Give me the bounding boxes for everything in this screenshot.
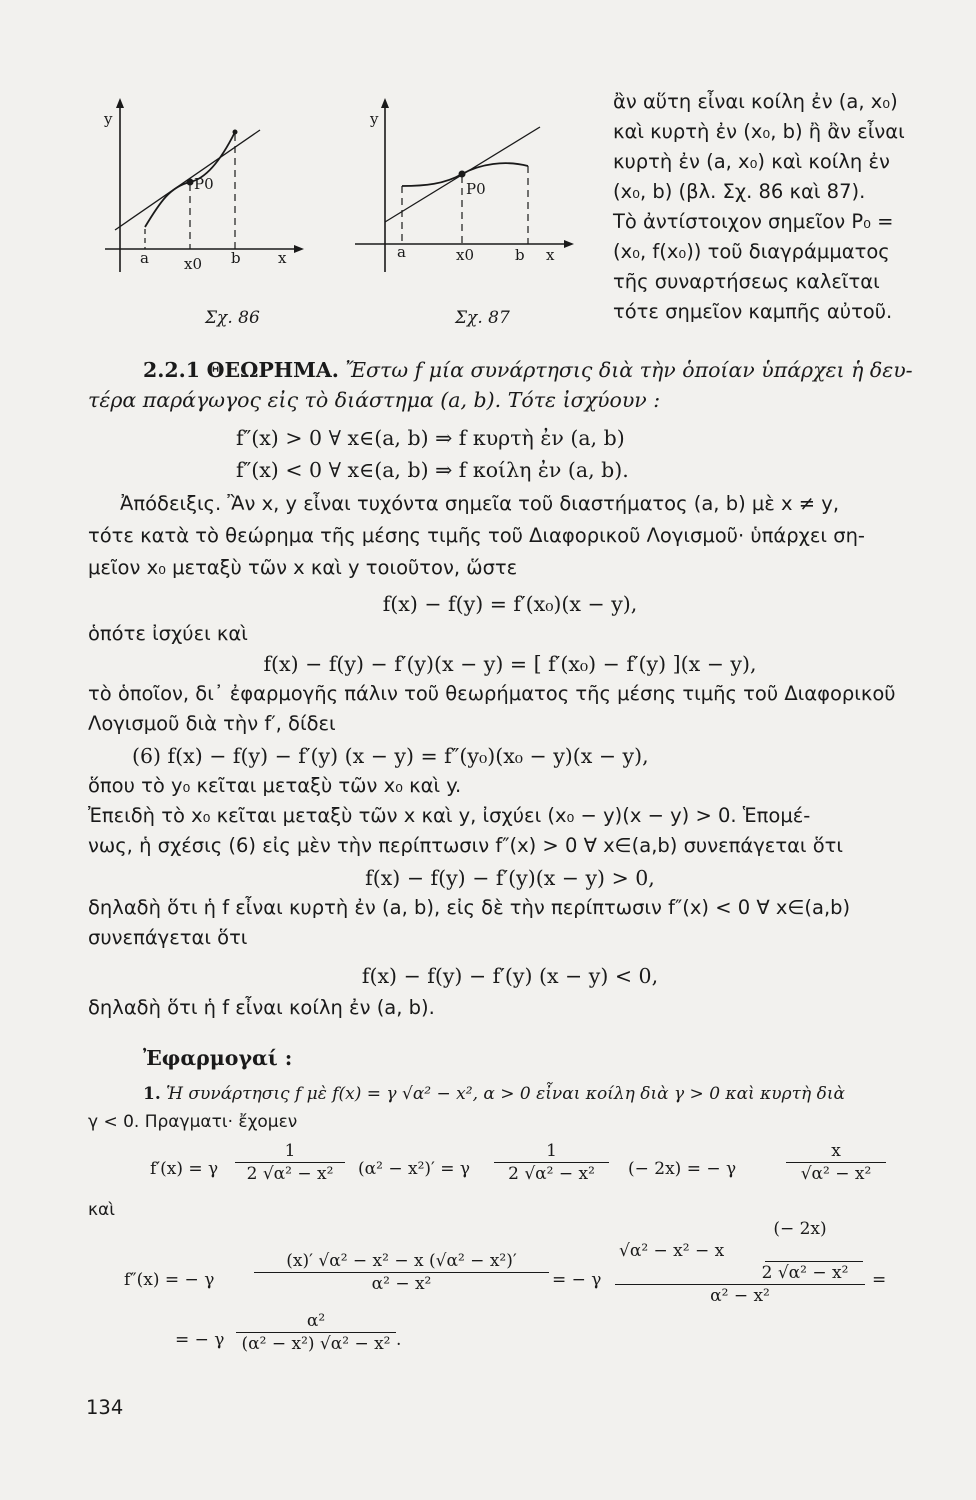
proof-equation: f(x) − f(y) = f′(x₀)(x − y), [382,592,638,616]
proof-line: δηλαδὴ ὅτι ἡ f εἶναι κυρτὴ ἐν (a, b), εἰς δὲ τὴν περίπτωσιν f″(x) < 0 ∀ x∈(a,b) [88,896,851,919]
x-label-86: x [278,249,287,267]
figure-86-caption: Σχ. 86 [205,308,260,328]
x-label-87: x [546,246,555,264]
a-label-86: a [140,249,149,267]
eq1-fraction-3-numerator: x [786,1140,886,1163]
x-arrow-86 [294,245,304,253]
eq3-end: . [396,1330,402,1350]
eq1-middle-2: (− 2x) = − γ [628,1159,737,1179]
eq2-lhs: f″(x) = − γ [124,1270,215,1290]
intro-line: Τὸ ἀντίστοιχον σημεῖον P₀ = [613,210,894,233]
x0-label-86: x0 [184,255,203,273]
eq2-inner-bar [765,1261,863,1262]
applications-heading: Ἐφαρμογαί : [143,1046,293,1070]
eq2-fraction-1-numerator: (x)′ √α² − x² − x (√α² − x²)′ [254,1250,549,1273]
theorem-title: ΘΕΩΡΗΜΑ. [206,358,339,382]
eq2-fraction-1-denominator: α² − x² [371,1274,432,1294]
theorem-number: 2.2.1 [143,358,201,382]
eq2-end: = [872,1270,887,1290]
eq1-fraction-2-denominator: 2 √α² − x² [508,1164,595,1184]
eq1-fraction-2 [494,1140,609,1185]
proof-line: ὅπου τὸ y₀ κεῖται μεταξὺ τῶν x₀ καὶ y. [88,774,462,797]
figure-87-caption: Σχ. 87 [455,308,510,328]
eq2-fraction-2-denominator: α² − x² [710,1286,770,1306]
intro-line: καὶ κυρτὴ ἐν (x₀, b) ἢ ἂν εἶναι [613,120,905,143]
proof-line: Ἐπειδὴ τὸ x₀ κεῖται μεταξὺ τῶν x καὶ y, ἰσχύει (x₀ − y)(x − y) > 0. Ἑπομέ- [88,804,811,827]
eq2-inner-den: 2 √α² − x² [615,1262,865,1285]
eq2-fraction-2 [615,1218,865,1307]
eq1-middle-1: (α² − x²)′ = γ [358,1159,471,1179]
eq1-fraction-1-numerator: 1 [235,1140,345,1163]
intro-line: (x₀, f(x₀)) τοῦ διαγράμματος [613,240,890,263]
p0-label-87: P0 [466,180,486,198]
eq1-fraction-3-denominator: √α² − x² [800,1164,872,1184]
eq2-inner-main-text: √α² − x² − x [619,1241,725,1261]
eq3-fraction-numerator: α² [236,1310,396,1333]
intro-line: κυρτὴ ἐν (a, x₀) καὶ κοίλη ἐν [613,150,890,173]
proof-line: συνεπάγεται ὅτι [88,926,248,949]
proof-line: νως, ἡ σχέσις (6) εἰς μὲν τὴν περίπτωσιν f″(x) > 0 ∀ x∈(a,b) συνεπάγεται ὅτι [88,834,843,857]
theorem-statement-2: τέρα παράγωγος εἰς τὸ διάστημα (a, b). Τότε ἰσχύουν : [88,388,661,412]
proof-line: τὸ ὁποῖον, δι᾽ ἐφαρμογῆς πάλιν τοῦ θεωρήματος τῆς μέσης τιμῆς τοῦ Διαφορικοῦ [88,682,896,705]
eq1-fraction-1 [235,1140,345,1185]
y-arrow-86 [116,98,124,108]
eq3-lhs: = − γ [175,1330,225,1350]
application-1-line-2: γ < 0. Πραγματι· ἔχομεν [88,1112,298,1132]
proof-line: Ἀπόδειξις. Ἂν x, y εἶναι τυχόντα σημεῖα τοῦ διαστήματος (a, b) μὲ x ≠ y, [120,492,840,515]
proof-equation: f(x) − f(y) − f′(y)(x − y) = [ f′(x₀) − f′(y) ](x − y), [263,652,757,676]
y-label-87: y [370,110,379,128]
kai-word: καὶ [88,1200,115,1220]
proof-line: τότε κατὰ τὸ θεώρημα τῆς μέσης τιμῆς τοῦ Διαφορικοῦ Λογισμοῦ· ὑπάρχει ση- [88,524,865,547]
b-label-86: b [231,249,241,267]
intro-line: τότε σημεῖον καμπῆς αὐτοῦ. [613,300,893,323]
intro-line: τῆς συναρτήσεως καλεῖται [613,270,880,293]
theorem-heading [143,356,943,384]
eq3-fraction-denominator: (α² − x²) √α² − x² [241,1334,391,1354]
eq3-fraction [236,1310,396,1355]
application-1-number: 1. [143,1084,161,1104]
y-label-86: y [104,110,113,128]
intro-line: (x₀, b) (βλ. Σχ. 86 καὶ 87). [613,180,866,203]
proof-line: μεῖον x₀ μεταξὺ τῶν x καὶ y τοιοῦτον, ὥστε [88,556,518,579]
a-label-87: a [397,243,406,261]
end-point-86 [233,130,238,135]
x-arrow-87 [564,240,574,248]
eq1-fraction-3 [786,1140,886,1185]
theorem-condition-1: f″(x) > 0 ∀ x∈(a, b) ⇒ f κυρτὴ ἐν (a, b) [236,426,625,450]
eq2-fraction-1 [254,1250,549,1295]
eq1-lhs: f′(x) = γ [150,1159,219,1179]
proof-equation-6: (6) f(x) − f(y) − f′(y) (x − y) = f″(y₀)(x₀ − y)(x − y), [132,744,649,768]
proof-equation: f(x) − f(y) − f′(y) (x − y) < 0, [361,964,659,988]
proof-line: Λογισμοῦ διὰ τὴν f′, δίδει [88,712,336,735]
x0-label-87: x0 [456,246,475,264]
eq2-inner-top: (− 2x) [773,1219,827,1239]
eq1-fraction-2-numerator: 1 [494,1140,609,1163]
p0-label-86: P0 [194,175,214,193]
proof-equation: f(x) − f(y) − f′(y)(x − y) > 0, [365,866,655,890]
y-arrow-87 [381,98,389,108]
b-label-87: b [515,246,525,264]
page-number: 134 [86,1396,124,1419]
theorem-condition-2: f″(x) < 0 ∀ x∈(a, b) ⇒ f κοίλη ἐν (a, b). [236,458,629,482]
proof-line: δηλαδὴ ὅτι ἡ f εἶναι κοίλη ἐν (a, b). [88,996,435,1019]
theorem-statement-1: Ἔστω f μία συνάρτησις διὰ τὴν ὁποίαν ὑπάρχει ἡ δευ- [345,358,913,382]
application-1-statement: Ἡ συνάρτησις f μὲ f(x) = γ √α² − x², α > 0 εἶναι κοίλη διὰ γ > 0 καὶ κυρτὴ διὰ [166,1084,845,1104]
proof-line: ὁπότε ἰσχύει καὶ [88,622,248,645]
eq2-inner-main [615,1240,865,1262]
eq1-fraction-1-denominator: 2 √α² − x² [246,1164,334,1184]
application-1-line-1 [143,1080,938,1108]
intro-line: ἂν αὕτη εἶναι κοίλη ἐν (a, x₀) [613,90,898,113]
figure-86 [90,92,310,282]
eq2-middle: = − γ [552,1270,602,1290]
figure-87 [350,92,580,282]
